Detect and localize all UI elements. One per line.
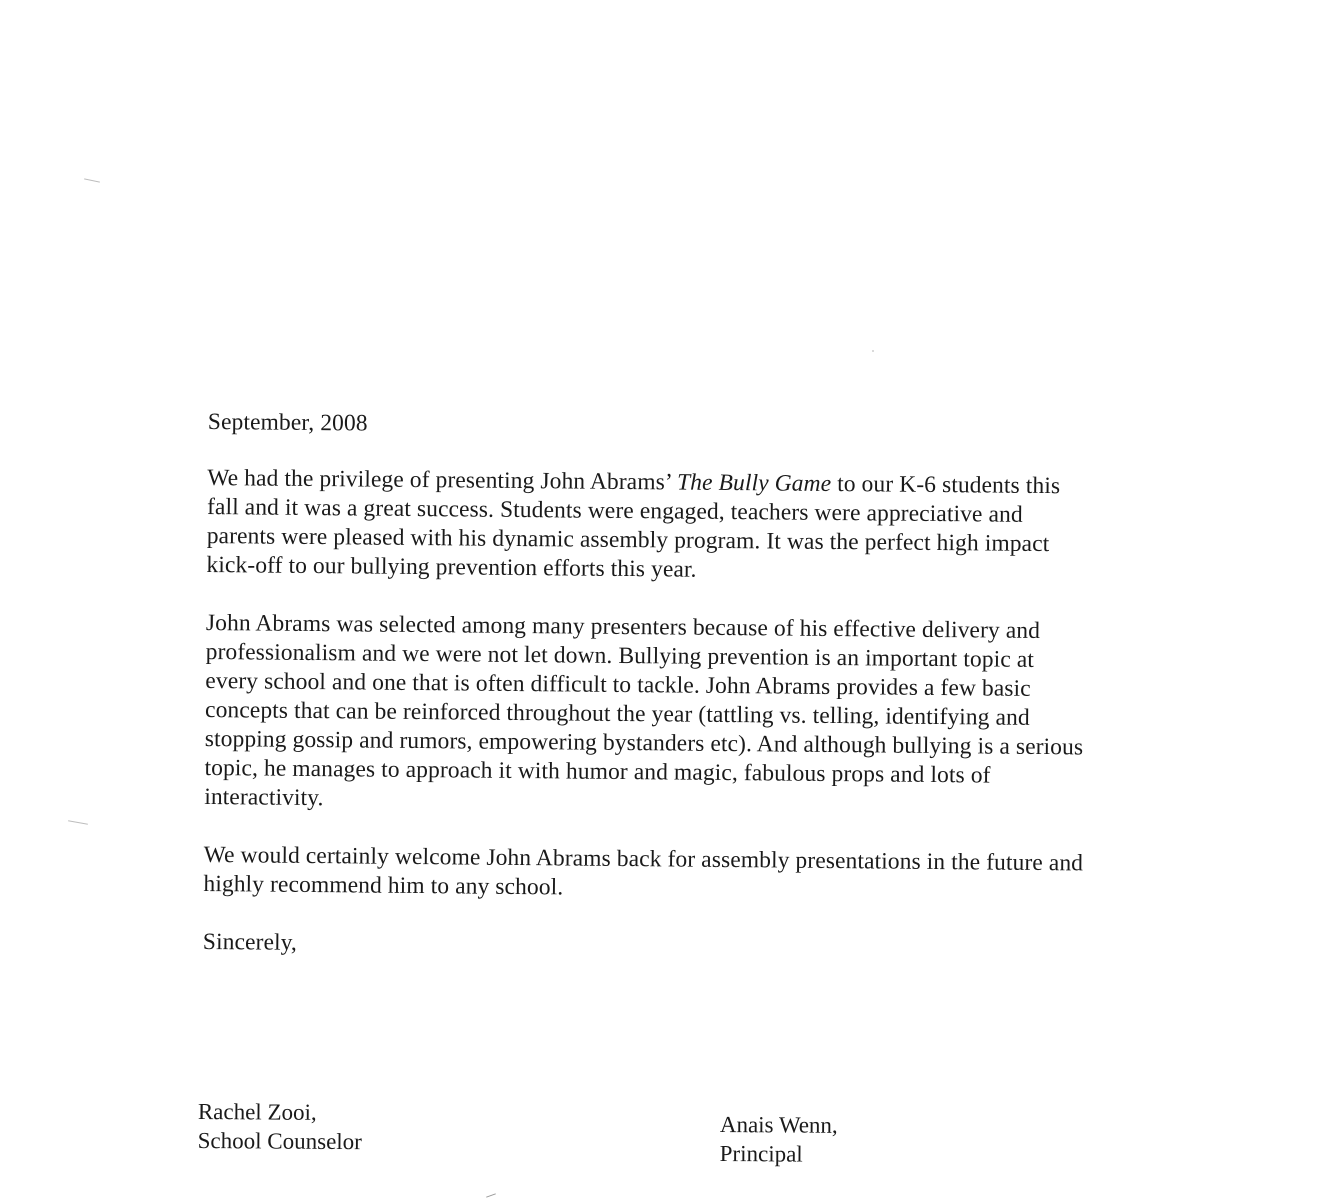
signatory-title: School Counselor	[197, 1127, 362, 1155]
paragraph-intro-rest: to our K-6 students this fall and it was a great success. Students were engaged, teachers were appreciative and parents were pleased with his dynamic assembly program. It was the perfect high impact kick-off to our bullying prevention efforts this year.	[206, 470, 1061, 583]
signature-counselor	[198, 1097, 363, 1156]
paragraph-intro	[206, 464, 1087, 588]
paragraph-selection: John Abrams was selected among many presenters because of his effective delivery and professionalism and we were not let down. Bullying prevention is an important topic at every school and one that is often difficult to tackle. John Abrams provides a few basic concepts that can be reinforced throughout the year (tattling vs. telling, identifying and stopping gossip and rumors, empowering bystanders etc). And although bullying is a serious topic, he manages to approach it with humor and magic, fabulous props and lots of interactivity.	[204, 609, 1084, 812]
signature-principal	[720, 1110, 838, 1169]
letter-closing: Sincerely,	[202, 928, 298, 956]
signatory-name: Anais Wenn,	[719, 1112, 838, 1138]
scan-mark	[68, 820, 88, 824]
letter-body	[203, 408, 1088, 965]
scan-mark	[486, 1193, 496, 1197]
signatory-title: Principal	[719, 1140, 803, 1167]
scan-speck	[872, 350, 874, 352]
paragraph-intro-lead: We had the privilege of presenting John Abrams’	[207, 464, 678, 496]
program-title: The Bully Game	[676, 469, 832, 497]
paragraph-recommendation: We would certainly welcome John Abrams back for assembly presentations in the future and highly recommend him to any school.	[203, 841, 1084, 901]
signatory-name: Rachel Zooi,	[197, 1099, 317, 1125]
scan-mark	[84, 178, 100, 182]
letter-date: September, 2008	[207, 408, 368, 437]
